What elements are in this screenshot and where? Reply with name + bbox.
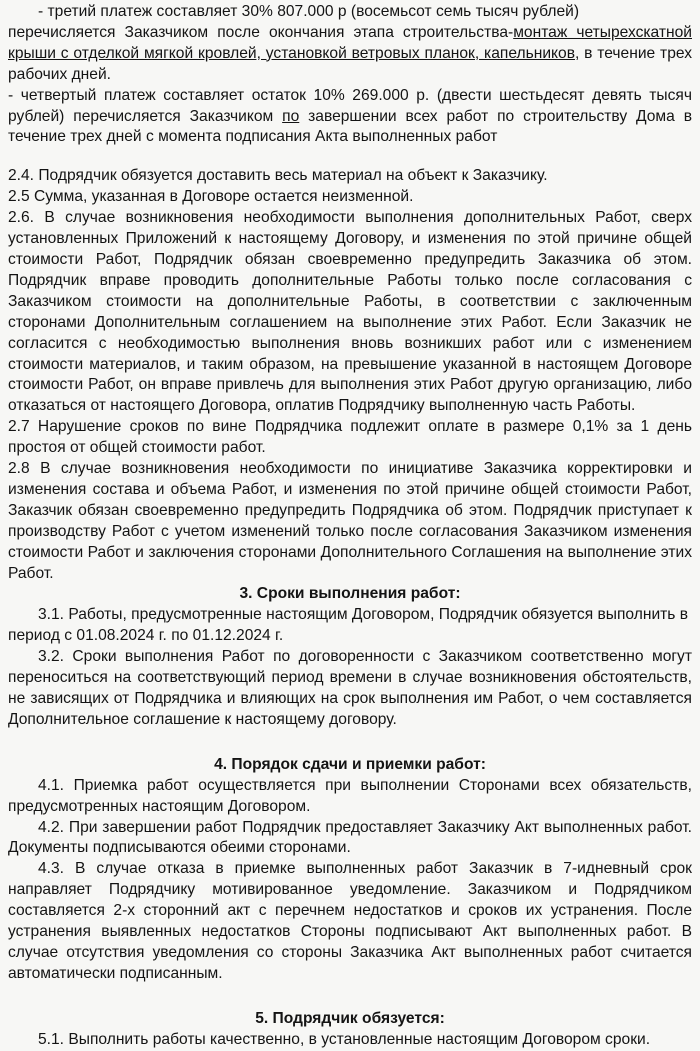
- payment-third-stage: монтаж четырехскатной крыши с отделкой мягкой кровлей, установкой ветровых планок, капельников: [8, 23, 692, 62]
- payment-third-pre: перечисляется Заказчиком после окончания этапа строительства-: [8, 23, 514, 41]
- payment-third-terms: [0, 23, 700, 86]
- payment-fourth-pre: - четвертый платеж составляет остаток 10% 269.000 р. (двести шестьдесят девять тысяч рублей) перечисляется Заказчиком: [8, 86, 692, 125]
- payment-third-line: [0, 2, 700, 23]
- section-5-title: 5. Подрядчик обязуется:: [255, 1009, 445, 1027]
- clause-2-5: 2.5 Сумма, указанная в Договоре остается неизменной.: [8, 188, 414, 206]
- document-page: [0, 2, 700, 1048]
- clause-2-4: 2.4. Подрядчик обязуется доставить весь материал на объект к Заказчику.: [8, 167, 548, 185]
- clause-3-1: 3.1. Работы, предусмотренные настоящим Договором, Подрядчик обязуется выполнить в период с 01.08.2024 г. по 01.12.2024 г.: [8, 606, 689, 645]
- clause-2-7: 2.7 Нарушение сроков по вине Подрядчика подлежит оплате в размере 0,1% за 1 день простоя от общей стоимости работ.: [8, 418, 692, 457]
- section-3-title: 3. Сроки выполнения работ:: [239, 585, 461, 603]
- clause-3-2: 3.2. Сроки выполнения Работ по договоренности с Заказчиком соответственно могут переноситься на соответствующий период времени в случае возникновения обстоятельств, не зависящих от Подрядчика и влияющих на срок выполнения им Работ, о чем составляется Дополнительное соглашение к настоящему договору.: [8, 648, 692, 728]
- payment-third-amount: - третий платеж составляет 30% 807.000 р (восемьсот семь тысяч рублей): [38, 3, 580, 20]
- clause-4-3: 4.3. В случае отказа в приемке выполненных работ Заказчик в 7-идневный срок направляет Подрядчику мотивированное уведомление. Заказчиком и Подрядчиком составляется 2-х сторонний акт с перечнем недостатков и сроков их устранения. После устранения выявленных недостатков Стороны подписывают Акт выполненных работ. В случае отсутствия уведомления со стороны Заказчика Акт выполненных работ считается автоматически подписанным.: [8, 860, 692, 982]
- payment-third-post: , в течение трех рабочих дней.: [8, 44, 693, 83]
- clause-2-6: 2.6. В случае возникновения необходимости выполнения дополнительных Работ, сверх установленных Приложений к настоящему Договору, и изменения по этой причине общей стоимости Работ, Подрядчик обязан своевременно предупредить Заказчика об этом. Подрядчик вправе проводить дополнительные Работы только после согласования с Заказчиком стоимости на дополнительные Работы, в соответствии с заключенным сторонами Дополнительным соглашением на выполнение этих Работ. Если Заказчик не согласится с необходимостью выполнения вновь возникших работ или с изменением стоимости материалов, и таким образом, на превышение указанной в настоящем Договоре стоимости Работ, он вправе привлечь для выполнения этих Работ другую организацию, либо отказаться от настоящего Договора, оплатив Подрядчику выполненную часть Работы.: [8, 209, 692, 415]
- clause-4-1: 4.1. Приемка работ осуществляется при выполнении Сторонами всех обязательств, предусмотренных настоящим Договором.: [8, 776, 692, 815]
- payment-fourth-underlined: по: [282, 107, 300, 125]
- clause-5-1: 5.1. Выполнить работы качественно, в установленные настоящим Договором сроки.: [38, 1030, 651, 1048]
- clause-2-8: 2.8 В случае возникновения необходимости по инициативе Заказчика корректировки и изменения состава и объема Работ, и изменения по этой причине общей стоимости Работ, Заказчик обязан своевременно предупредить Подрядчика об этом. Подрядчик приступает к производству Работ с учетом изменений только после согласования Заказчиком изменения стоимости Работ и заключения сторонами Дополнительного Соглашения на выполнение этих Работ.: [8, 460, 692, 582]
- section-4-title: 4. Порядок сдачи и приемки работ:: [214, 755, 486, 773]
- clause-4-2: 4.2. При завершении работ Подрядчик предоставляет Заказчику Акт выполненных работ. Документы подписываются обеими сторонами.: [8, 818, 692, 857]
- payment-fourth: [0, 86, 700, 149]
- payment-fourth-post: завершении всех работ по строительству Дома в течение трех дней с момента подписания Акта выполненных работ: [8, 107, 692, 146]
